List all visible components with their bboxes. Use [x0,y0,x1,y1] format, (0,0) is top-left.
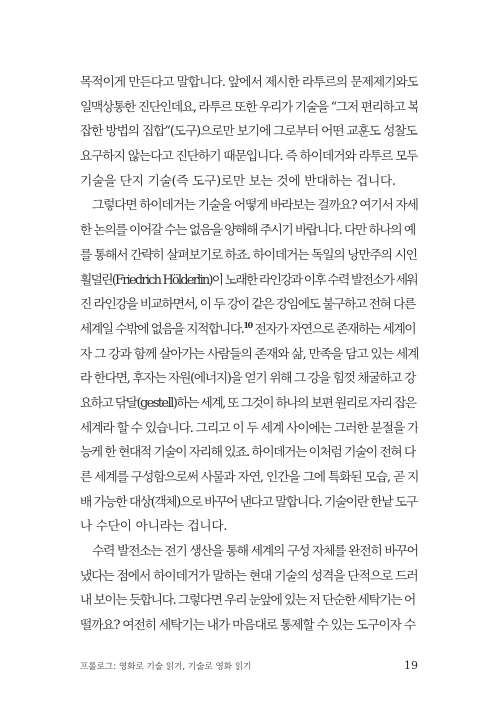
body-line: 일맥상통한 진단인데요, 라투르 또한 우리가 기술을 “그저 편리하고 복 [80,98,418,114]
body-line: 냈다는 점에서 하이데거가 말하는 현대 기술의 성격을 단적으로 드러 [80,567,418,583]
body-line: 능케 한 현대적 기술이 자리해 있죠. 하이데거는 이처럼 기술이 전혀 다 [80,444,415,460]
body-line: 배 가능한 대상(객체)으로 바꾸어 낸다고 말합니다. 기술이란 한낱 도구 [80,493,417,509]
body-line: 진 라인강을 비교하면서, 이 두 강이 같은 강임에도 불구하고 전혀 다른 [80,296,415,312]
body-line: 요구하지 않는다고 진단하기 때문입니다. 즉 하이데거와 라투르 모두 [80,148,418,164]
page-number: 19 [404,659,418,672]
body-line: 요하고 닦달(gestell)하는 세계, 또 그것이 하나의 보편 원리로 자리 잡은 [80,394,416,410]
body-line: 횔덜린(Friedrich Hölderlin)이 노래한 라인강과 이후 수력 발전소가 세워 [80,271,418,287]
body-line: 자 그 강과 함께 살아가는 사람들의 존재와 삶, 만족을 담고 있는 세계 [80,345,418,361]
body-line-text: 세계일 수밖에 없음을 지적합니다. [80,320,244,336]
body-line: 잡한 방법의 집합”(도구)으로만 보기에 그로부터 어떤 교훈도 성찰도 [80,123,417,139]
paragraph-start-line: 수력 발전소는 전기 생산을 통해 세계의 구성 자체를 완전히 바꾸어 [92,543,418,559]
body-line: 세계라 할 수 있습니다. 그리고 이 두 세계 사이에는 그러한 분절을 가 [80,419,418,435]
running-title: 프롤로그: 영화로 기술 읽기, 기술로 영화 읽기 [80,662,252,672]
body-line-text: 전자가 자연으로 존재하는 세계이 [251,320,416,336]
body-line: 떨까요? 여전히 세탁기는 내가 마음대로 통제할 수 있는 도구이자 수 [80,617,416,633]
body-line: 를 통해서 간략히 살펴보기로 하죠. 하이데거는 독일의 낭만주의 시인 [80,246,417,262]
page-footer [80,660,418,676]
paragraph-start-line: 그렇다면 하이데거는 기술을 어떻게 바라보는 걸까요? 여기서 자세 [92,197,418,213]
body-line: 한 논의를 이어갈 수는 없음을 양해해 주시기 바랍니다. 다만 하나의 예 [80,222,415,238]
body-line: 내 보이는 듯합니다. 그렇다면 우리 눈앞에 있는 저 단순한 세탁기는 어 [80,592,415,608]
body-line: 나 수단이 아니라는 겁니다. [80,518,228,534]
body-line: 른 세계를 구성함으로써 사물과 자연, 인간을 그에 특화된 모습, 곧 지 [80,469,418,484]
body-line: 목적이게 만든다고 말합니다. 앞에서 제시한 라투르의 문제제기와도 [80,74,418,89]
body-line: 라 한다면, 후자는 자원(에너지)을 얻기 위해 그 강을 힘껏 채굴하고 강 [80,370,416,386]
body-text [80,70,418,638]
body-line-with-footnote [80,317,418,342]
footnote-marker[interactable]: 10 [243,319,252,330]
body-line: 기술을 단지 기술(즉 도구)로만 보는 것에 반대하는 겁니다. [80,172,396,188]
